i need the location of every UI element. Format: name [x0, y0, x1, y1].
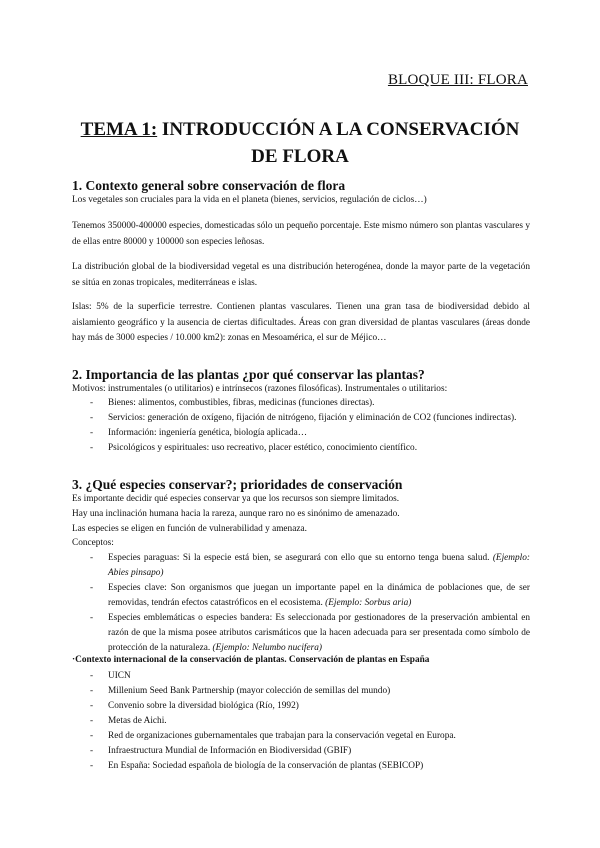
list-item: - Millenium Seed Bank Partnership (mayor colección de semillas del mundo): [72, 684, 530, 699]
page-title: [72, 116, 528, 170]
list-item: - Metas de Aichi.: [72, 714, 530, 729]
list-item: - Infraestructura Mundial de Información en Biodiversidad (GBIF): [72, 744, 530, 759]
concept-text: Especies clave: Son organismos que juegan un importante papel en la dinámica de poblaciones que, de ser removidas, tendrán efectos catastróficos en el ecosistema.: [108, 583, 530, 608]
concept-text: Especies paraguas: Si la especie está bien, se asegurará con ello que su entorno tenga buena salud.: [108, 553, 493, 563]
concept-example: (Ejemplo: Sorbus aria): [325, 598, 412, 608]
section-4-heading: ·Contexto internacional de la conservación de plantas. Conservación de plantas en España: [72, 655, 430, 665]
title-prefix: TEMA 1:: [80, 119, 158, 140]
section-1-paragraph-1: Los vegetales son cruciales para la vida en el planeta (bienes, servicios, regulación de ciclos…): [72, 195, 427, 205]
section-2-heading: 2. Importancia de las plantas ¿por qué conservar las plantas?: [72, 367, 425, 382]
section-1-heading: 1. Contexto general sobre conservación de flora: [72, 178, 346, 193]
list-item: - Bienes: alimentos, combustibles, fibras, medicinas (funciones directas).: [72, 396, 530, 411]
section-4-list: [72, 669, 530, 774]
section-2-intro: Motivos: instrumentales (o utilitarios) e intrínsecos (razones filosóficas). Instrumentales o utilitarios:: [72, 384, 448, 394]
section-3-line-2: Hay una inclinación humana hacia la rareza, aunque raro no es sinónimo de amenazado.: [72, 509, 400, 519]
section-3-list: [72, 551, 530, 656]
list-item: [72, 611, 530, 656]
concept-text: Especies emblemáticas o especies bandera: Es seleccionada por gestionadores de la preservación ambiental en razón de que la misma posee atributos carismáticos que la hacen adecuada para ser presentada como símbolo de protección de la naturaleza.: [108, 613, 530, 653]
section-3-line-3: Las especies se eligen en función de vulnerabilidad y amenaza.: [72, 524, 307, 534]
list-item: - UICN: [72, 669, 530, 684]
section-1-paragraph-2: Tenemos 350000-400000 especies, domesticadas sólo un pequeño porcentaje. Este mismo número son plantas vasculares y de ellas entre 80000 y 100000 son especies leñosas.: [72, 221, 530, 247]
list-item: - En España: Sociedad española de biología de la conservación de plantas (SEBICOP): [72, 759, 530, 774]
concept-example: (Ejemplo: Abies pinsapo): [108, 553, 530, 578]
section-3-line-1: Es importante decidir qué especies conservar ya que los recursos son siempre limitados.: [72, 494, 400, 504]
list-item: - Red de organizaciones gubernamentales que trabajan para la conservación vegetal en Europa.: [72, 729, 530, 744]
title-text: INTRODUCCIÓN A LA CONSERVACIÓN DE FLORA: [157, 119, 520, 167]
section-3-heading: 3. ¿Qué especies conservar?; prioridades de conservación: [72, 477, 403, 492]
block-header: BLOQUE III: FLORA: [387, 72, 528, 88]
section-1-paragraph-4: Islas: 5% de la superficie terrestre. Contienen plantas vasculares. Tienen una gran tasa de biodiversidad debido al aislamiento geográfico y la ausencia de ciertas dificultades. Áreas con gran diversidad de plantas vasculares (áreas donde hay más de 3000 especies / 10.000 km2): zonas en Mesoamérica, el sur de Méjico…: [72, 302, 530, 343]
section-3-line-4: Conceptos:: [72, 538, 114, 548]
section-2-list: [72, 396, 530, 456]
list-item: - Servicios: generación de oxígeno, fijación de nitrógeno, fijación y eliminación de CO2 (funciones indirectas).: [72, 411, 530, 426]
concept-example: (Ejemplo: Nelumbo nucifera): [212, 643, 323, 653]
list-item: - Psicológicos y espirituales: uso recreativo, placer estético, conocimiento científico.: [72, 441, 530, 456]
list-item: [72, 551, 530, 581]
list-item: [72, 581, 530, 611]
list-item: - Información: ingeniería genética, biología aplicada…: [72, 426, 530, 441]
list-item: - Convenio sobre la diversidad biológica (Río, 1992): [72, 699, 530, 714]
section-1-paragraph-3: La distribución global de la biodiversidad vegetal es una distribución heterogénea, donde la mayor parte de la vegetación se sitúa en zonas tropicales, mediterráneas e islas.: [72, 262, 530, 288]
